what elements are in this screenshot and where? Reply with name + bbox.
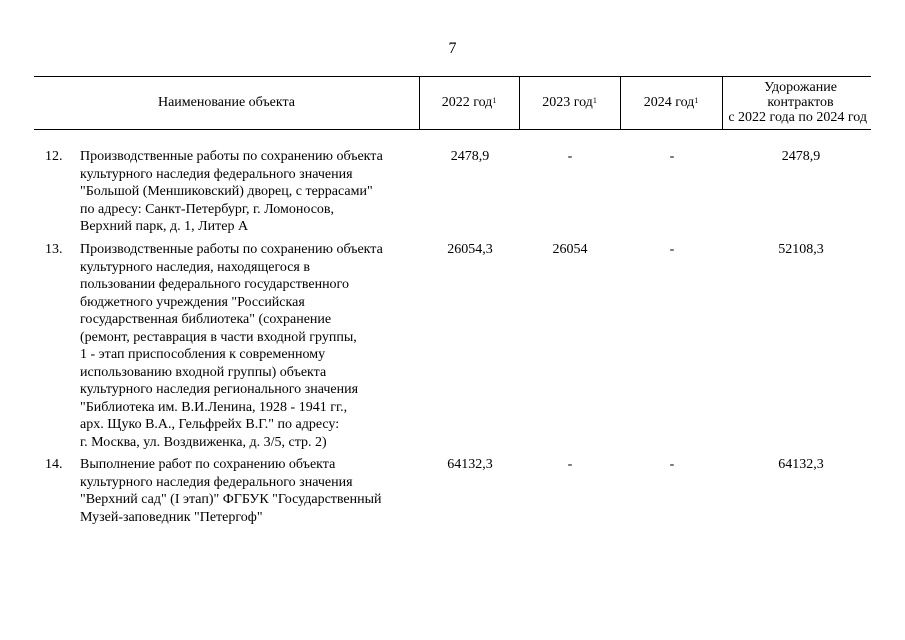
footnote-mark: 1 [492,96,497,105]
footnote-mark: 1 [694,96,699,105]
name-line: "Верхний сад" (I этап)" ФГБУК "Государственный [80,492,382,507]
name-line: культурного наследия регионального значения [80,382,359,397]
name-line: "Большой (Меншиковский) дворец, с террасами" [80,184,373,199]
header-increase-line: контрактов [767,95,834,110]
header-2024 [620,76,722,129]
name-line: Выполнение работ по сохранению объекта [80,457,336,472]
header-increase-line: Удорожание [764,80,837,95]
value-2022: 2478,9 [450,149,490,164]
name-line: Производственные работы по сохранению объекта [80,149,383,164]
table-header-bottom-rule [34,129,871,130]
value-2024: - [669,149,675,164]
name-line: культурного наследия федерального значения [80,166,353,182]
value-increase: 2478,9 [781,149,821,164]
row-object-name [80,148,425,236]
header-name-label: Наименование объекта [157,95,296,110]
header-2023 [519,76,620,129]
name-line: Верхний парк, д. 1, Литер А [80,219,249,234]
name-line: бюджетного учреждения "Российская [80,294,305,310]
name-line: арх. Щуко В.А., Гельфрейх В.Г." по адресу: [80,417,340,432]
row-number: 14. [45,457,63,472]
header-increase [722,76,871,129]
page-number: 7 [448,40,457,57]
row-number: 13. [45,242,63,257]
name-line: Музей-заповедник "Петергоф" [80,509,263,525]
name-line: государственная библиотека" (сохранение [80,312,332,327]
name-line: культурного наследия, находящегося в [80,259,310,275]
row-object-name [80,241,425,451]
name-line: использованию входной группы) объекта [80,364,327,380]
name-line: "Библиотека им. В.И.Ленина, 1928 - 1941 гг., [80,399,348,415]
value-increase: 52108,3 [778,242,824,257]
header-2022 [419,76,519,129]
name-line: (ремонт, реставрация в части входной группы, [80,329,357,345]
value-2024: - [669,457,675,472]
row-number: 12. [45,149,63,164]
name-line: по адресу: Санкт-Петербург, г. Ломоносов, [80,201,335,217]
value-2024: - [669,242,675,257]
footnote-mark: 1 [592,96,597,105]
header-name [34,76,419,129]
value-2023: 26054 [552,242,588,257]
header-2022-label: 2022 год [441,95,493,110]
header-2023-label: 2023 год [542,95,593,110]
value-2022: 26054,3 [447,242,493,257]
name-line: г. Москва, ул. Воздвиженка, д. 3/5, стр. 2) [80,434,327,450]
header-2024-label: 2024 год [643,95,695,110]
name-line: 1 - этап приспособления к современному [80,347,326,362]
row-object-name [80,456,425,526]
value-increase: 64132,3 [778,457,824,472]
name-line: пользовании федерального государственного [80,277,349,292]
value-2023: - [567,457,573,472]
name-line: Производственные работы по сохранению объекта [80,242,383,257]
name-line: культурного наследия федерального значения [80,474,353,490]
value-2022: 64132,3 [447,457,493,472]
value-2023: - [567,149,573,164]
header-increase-line: с 2022 года по 2024 год [728,110,867,125]
